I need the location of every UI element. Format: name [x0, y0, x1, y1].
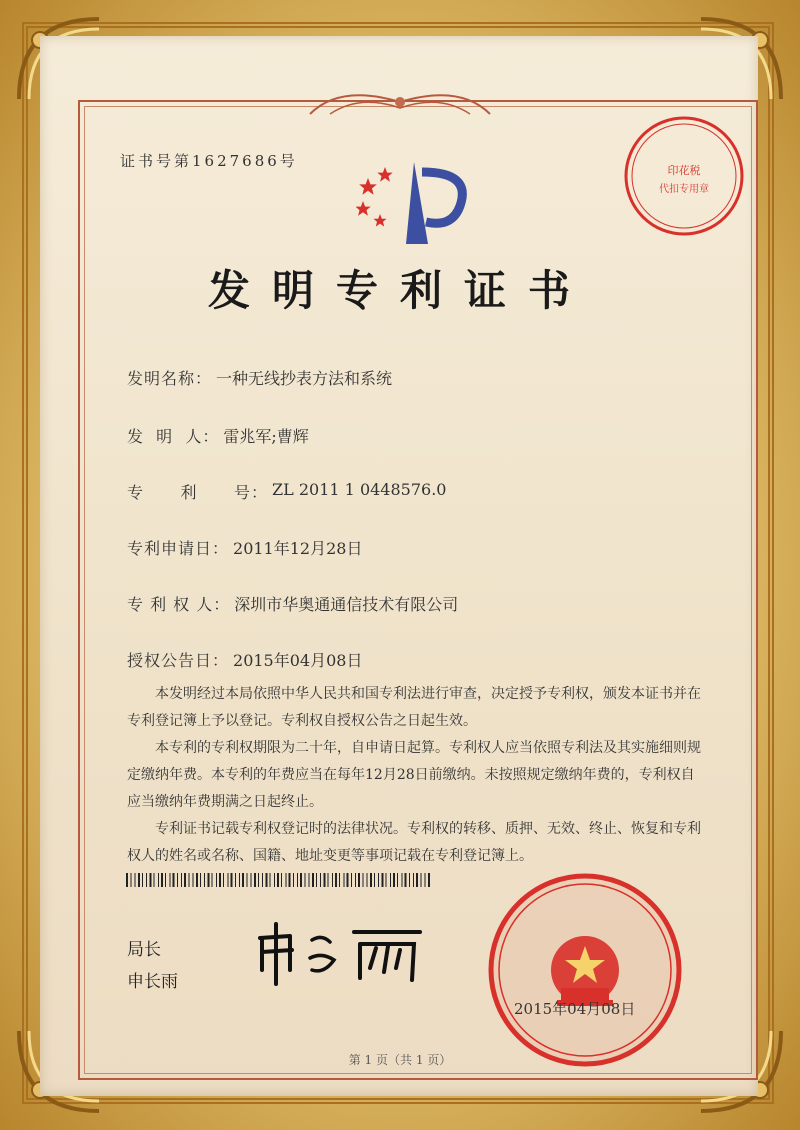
field-label: 专 利 号：	[127, 483, 269, 502]
field-patentee	[127, 592, 458, 615]
field-value: 一种无线抄表方法和系统	[216, 369, 393, 388]
body-paragraph: 本发明经过本局依照中华人民共和国专利法进行审查，决定授予专利权，颁发本证书并在专利登记簿上予以登记。专利权自授权公告之日起生效。	[127, 686, 701, 729]
tax-stamp-seal-icon	[620, 112, 748, 240]
page-title: 发明专利证书	[207, 266, 592, 315]
seal-center-text: 印花税	[667, 164, 701, 177]
page-number: 第 1 页（共 1 页）	[348, 1053, 452, 1067]
director-name: 申长雨	[127, 972, 178, 992]
official-seal-icon	[487, 872, 683, 1068]
field-value: 2011年12月28日	[233, 539, 363, 558]
body-paragraph: 专利证书记载专利权登记时的法律状况。专利权的转移、质押、无效、终止、恢复和专利权人的姓名或名称、国籍、地址变更等事项记载在专利登记簿上。	[127, 821, 701, 864]
director-block	[127, 934, 178, 998]
barcode-icon	[126, 873, 434, 887]
field-grant-date	[127, 648, 362, 671]
field-value: ZL 2011 1 0448576.0	[272, 480, 447, 499]
patent-office-logo-icon	[356, 158, 476, 248]
field-inventor	[127, 424, 309, 447]
certificate-number: 证书号第1627686号	[120, 152, 298, 170]
field-application-date	[127, 536, 362, 559]
field-label: 发 明 人：	[127, 427, 220, 446]
certificate-body	[127, 681, 707, 870]
field-label: 专 利 权 人：	[127, 595, 231, 614]
field-value: 雷兆军;曹辉	[223, 427, 309, 446]
top-scroll-ornament-icon	[300, 84, 500, 120]
field-label: 专利申请日：	[127, 539, 230, 558]
field-invention-name	[127, 366, 392, 389]
field-label: 授权公告日：	[127, 651, 230, 670]
director-signature-icon	[250, 918, 430, 988]
field-label: 发明名称：	[127, 369, 213, 388]
field-patent-number	[127, 480, 446, 503]
field-value: 深圳市华奥通通信技术有限公司	[234, 595, 459, 614]
field-value: 2015年04月08日	[233, 651, 363, 670]
svg-text:代扣专用章: 代扣专用章	[659, 184, 709, 195]
body-paragraph: 本专利的专利权期限为二十年，自申请日起算。专利权人应当依照专利法及其实施细则规定缴纳年费。本专利的年费应当在每年12月28日前缴纳。未按照规定缴纳年费的，专利权自应当缴纳年费期满之日起终止。	[127, 740, 701, 810]
director-title: 局长	[127, 940, 161, 960]
seal-date: 2015年04月08日	[514, 1000, 636, 1018]
